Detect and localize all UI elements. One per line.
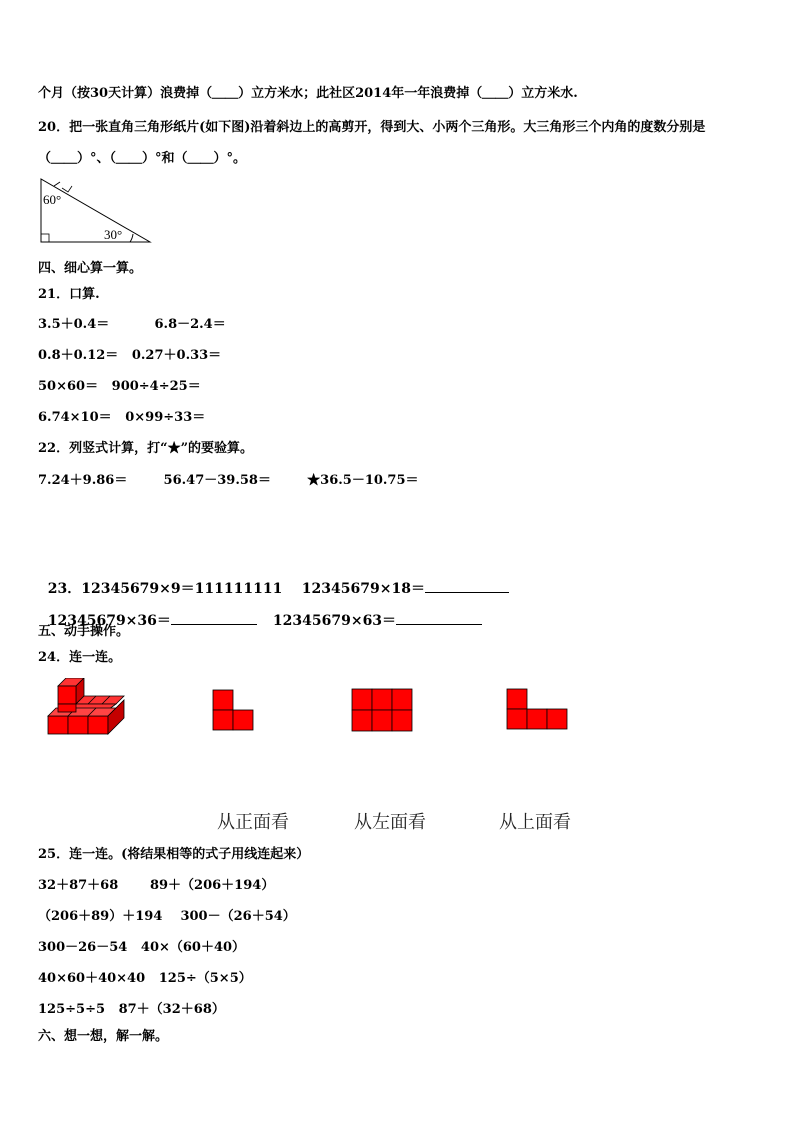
expr-row-4: 40×60＋40×40 125÷（5×5） [38,971,252,986]
cube-solid-figure [46,678,128,738]
q24-title: 24．连一连。 [38,650,122,665]
q21-title: 21．口算. [38,287,100,302]
q25-title: 25．连一连。(将结果相等的式子用线连起来） [38,847,310,862]
q23-row-2: 12345679×36＝ 12345679×63＝ [38,594,482,630]
q23-row-1: 23．12345679×9＝111111111 12345679×18＝ [38,562,509,598]
section-4-heading: 四、细心算一算。 [38,261,143,276]
expr-row-2: （206＋89）＋194 300－（26＋54） [38,909,296,924]
view-label-top: 从上面看 [499,812,571,833]
q20-blanks: （＿＿）°、（＿＿）°和（＿＿）°。 [38,151,247,166]
right-triangle-figure [38,176,154,246]
calc-row-2: 0.8＋0.12＝ 0.27＋0.33＝ [38,348,222,363]
calc-row-3: 50×60＝ 900÷4÷25＝ [38,379,201,394]
angle-60-label: 60° [43,192,62,207]
section-6-heading: 六、想一想，解一解。 [38,1029,169,1044]
section-5-heading: 五、动手操作。 [38,624,130,639]
expr-row-3: 300－26－54 40×（60＋40） [38,940,246,955]
angle-30-label: 30° [104,227,123,242]
expr-row-5: 125÷5÷5 87＋（32＋68） [38,1002,225,1017]
vertical-calc-row: 7.24＋9.86＝ 56.47－39.58＝ ★36.5－10.75＝ [38,473,419,488]
view-label-front: 从正面看 [217,812,289,833]
calc-row-4: 6.74×10＝ 0×99÷33＝ [38,410,206,425]
q20-text: 20．把一张直角三角形纸片(如下图)沿着斜边上的高剪开，得到大、小两个三角形。大三角形三个内角的度数分别是 [38,120,706,135]
view-shape-a [212,689,256,731]
view-shape-b [351,688,413,732]
q19-continuation: 个月（按30天计算）浪费掉（＿＿）立方米水；此社区2014年一年浪费掉（＿＿）立方米水. [38,86,578,101]
view-shape-c [506,688,568,730]
calc-row-1: 3.5＋0.4＝ 6.8－2.4＝ [38,317,226,332]
q22-title: 22．列竖式计算，打“★”的要验算。 [38,441,254,456]
view-label-left: 从左面看 [354,812,426,833]
expr-row-1: 32＋87＋68 89＋（206＋194） [38,878,275,893]
